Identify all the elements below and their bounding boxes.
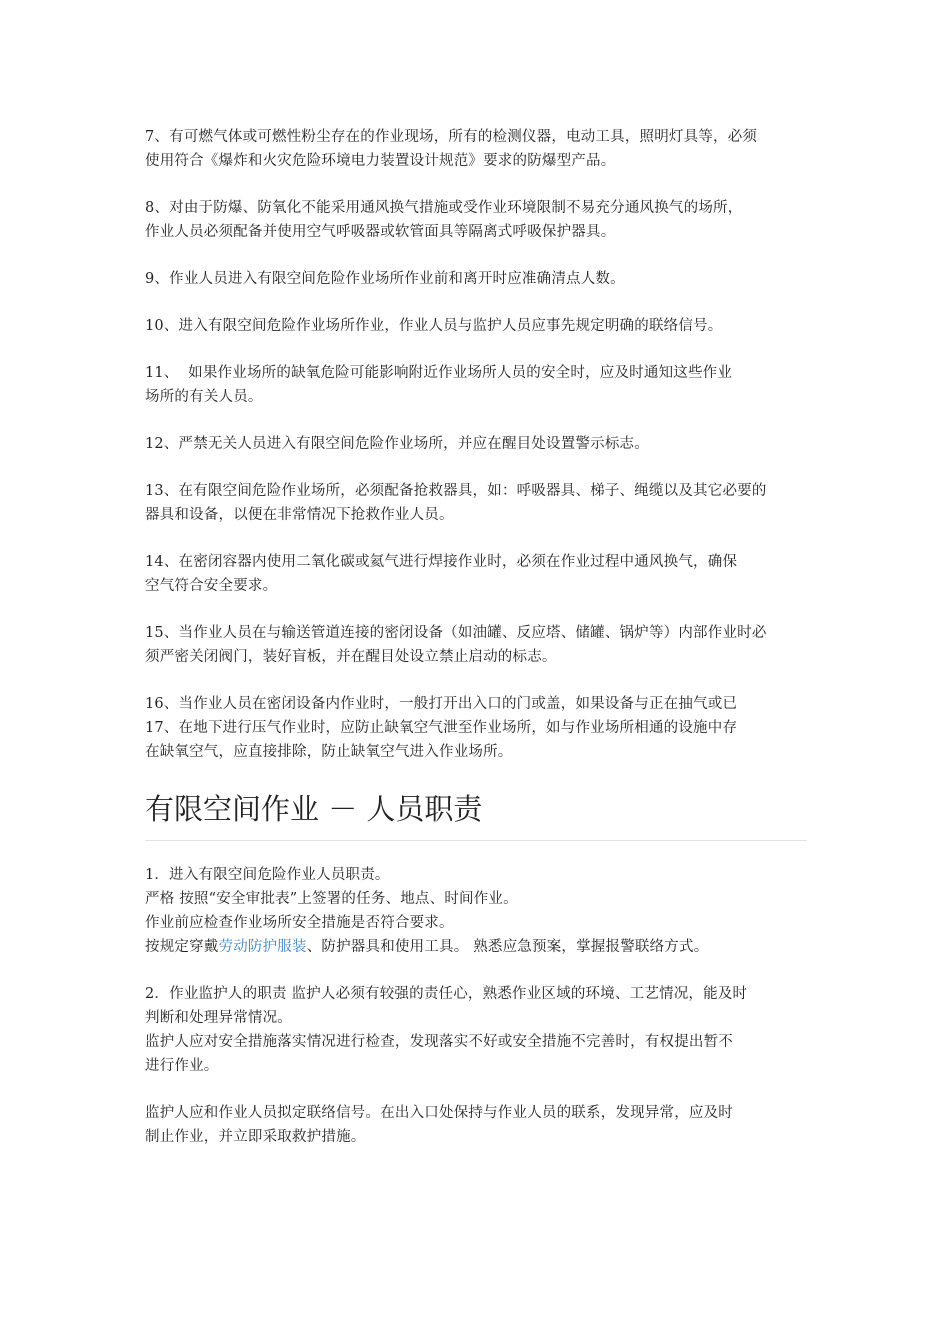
rule-line: 在缺氧空气，应直接排除，防止缺氧空气进入作业场所。 xyxy=(145,744,513,760)
protective-clothing-link[interactable]: 劳动防护服装 xyxy=(218,939,307,955)
duty-line: 严格 按照“安全审批表”上签署的任务、地点、时间作业。 xyxy=(145,891,518,907)
rule-item-15 xyxy=(145,621,807,669)
safety-rules-list xyxy=(145,125,807,764)
worker-duties-paragraph xyxy=(145,863,807,959)
duty-line: 判断和处理异常情况。 xyxy=(145,1010,292,1026)
duty-line: 1．进入有限空间危险作业人员职责。 xyxy=(145,867,390,883)
rule-line: 11、 如果作业场所的缺氧危险可能影响附近作业场所人员的安全时，应及时通知这些作业 xyxy=(145,365,733,381)
document-body xyxy=(145,125,807,1172)
duty-line: 制止作业，并立即采取救护措施。 xyxy=(145,1129,366,1145)
rule-line: 器具和设备，以便在非常情况下抢救作业人员。 xyxy=(145,507,454,523)
rule-line: 空气符合安全要求。 xyxy=(145,578,278,594)
rule-line: 13、在有限空间危险作业场所，必须配备抢救器具，如：呼吸器具、梯子、绳缆以及其它必要的 xyxy=(145,483,767,499)
rule-item-7 xyxy=(145,125,807,173)
rule-item-12 xyxy=(145,432,807,456)
supervisor-duties-paragraph xyxy=(145,982,807,1078)
rule-item-9 xyxy=(145,267,807,291)
rule-line: 作业人员必须配备并使用空气呼吸器或软管面具等隔离式呼吸保护器具。 xyxy=(145,224,616,240)
rule-line: 16、当作业人员在密闭设备内作业时，一般打开出入口的门或盖，如果设备与正在抽气或已 xyxy=(145,696,738,712)
rule-item-10 xyxy=(145,314,807,338)
duty-line: 监护人应对安全措施落实情况进行检查，发现落实不好或安全措施不完善时，有权提出暂不 xyxy=(145,1034,733,1050)
supervisor-signal-paragraph xyxy=(145,1101,807,1149)
rule-line: 8、对由于防爆、防氧化不能采用通风换气措施或受作业环境限制不易充分通风换气的场所， xyxy=(145,200,743,216)
duty-line-with-link xyxy=(145,935,807,959)
rule-line: 须严密关闭阀门，装好盲板，并在醒目处设立禁止启动的标志。 xyxy=(145,649,557,665)
rule-item-14 xyxy=(145,550,807,598)
rule-item-11 xyxy=(145,361,807,409)
rule-line: 场所的有关人员。 xyxy=(145,389,263,405)
rule-item-8 xyxy=(145,196,807,244)
rule-line: 9、作业人员进入有限空间危险作业场所作业前和离开时应准确清点人数。 xyxy=(145,271,625,287)
duty-line: 作业前应检查作业场所安全措施是否符合要求。 xyxy=(145,915,454,931)
section-heading: 有限空间作业 － 人员职责 xyxy=(145,789,807,841)
rule-item-13 xyxy=(145,479,807,527)
rule-line: 17、在地下进行压气作业时，应防止缺氧空气泄至作业场所，如与作业场所相通的设施中存 xyxy=(145,720,738,736)
responsibilities-section xyxy=(145,863,807,1149)
rule-line: 15、当作业人员在与输送管道连接的密闭设备（如油罐、反应塔、储罐、锅炉等）内部作业时必 xyxy=(145,625,767,641)
rule-line: 使用符合《爆炸和火灾危险环境电力装置设计规范》要求的防爆型产品。 xyxy=(145,153,616,169)
duty-line: 进行作业。 xyxy=(145,1058,219,1074)
duty-text: 按规定穿戴 xyxy=(145,939,219,955)
rule-line: 7、有可燃气体或可燃性粉尘存在的作业现场，所有的检测仪器，电动工具，照明灯具等，必须 xyxy=(145,129,758,145)
rule-item-16-17 xyxy=(145,692,807,764)
rule-line: 10、进入有限空间危险作业场所作业，作业人员与监护人员应事先规定明确的联络信号。 xyxy=(145,318,723,334)
rule-line: 12、严禁无关人员进入有限空间危险作业场所，并应在醒目处设置警示标志。 xyxy=(145,436,649,452)
duty-text: 、防护器具和使用工具。 熟悉应急预案，掌握报警联络方式。 xyxy=(306,939,709,955)
duty-line: 监护人应和作业人员拟定联络信号。在出入口处保持与作业人员的联系，发现异常，应及时 xyxy=(145,1105,733,1121)
rule-line: 14、在密闭容器内使用二氧化碳或氦气进行焊接作业时，必须在作业过程中通风换气，确保 xyxy=(145,554,738,570)
duty-line: 2．作业监护人的职责 监护人必须有较强的责任心，熟悉作业区域的环境、工艺情况，能及时 xyxy=(145,986,748,1002)
